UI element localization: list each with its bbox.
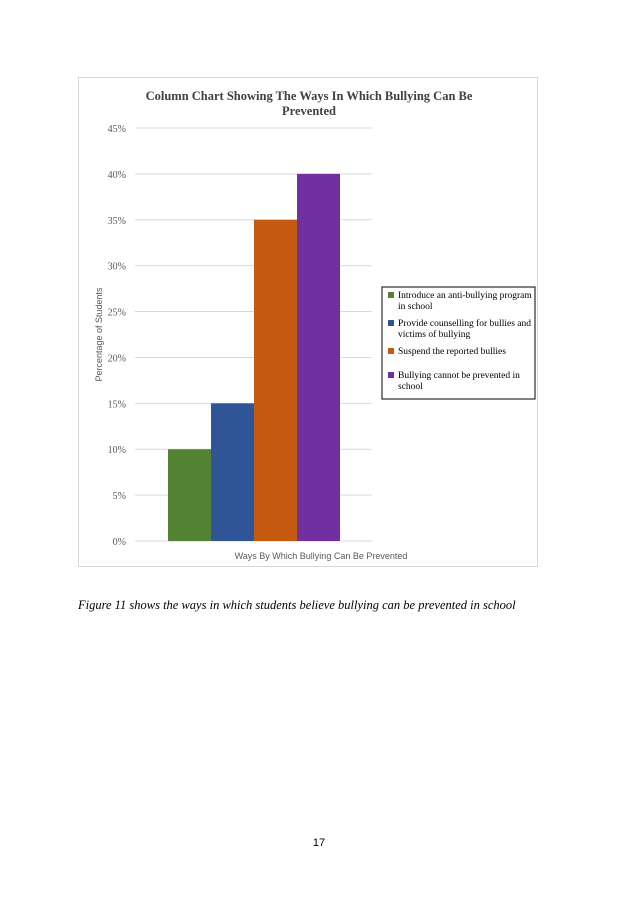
legend-label-4: Bullying cannot be prevented in xyxy=(398,371,520,381)
bar-4 xyxy=(297,174,340,541)
y-tick-label: 25% xyxy=(107,307,126,319)
legend-swatch-4 xyxy=(388,372,394,378)
y-tick-label: 15% xyxy=(107,399,126,411)
x-axis-label: Ways By Which Bullying Can Be Prevented xyxy=(234,551,408,561)
chart-title-line: Column Chart Showing The Ways In Which Bullying Can Be xyxy=(145,89,473,103)
legend-label-4: school xyxy=(398,382,423,392)
bar-1 xyxy=(168,449,211,541)
bar-3 xyxy=(254,220,297,541)
page-number: 17 xyxy=(312,837,326,849)
legend-label-2: Provide counselling for bullies and xyxy=(398,319,531,329)
legend-swatch-2 xyxy=(388,320,394,326)
y-tick-label: 45% xyxy=(107,124,126,135)
bar-chart xyxy=(79,78,539,568)
legend-label-1: Introduce an anti-bullying program xyxy=(398,291,532,301)
figure-caption: Figure 11 shows the ways in which students believe bullying can be prevented in school xyxy=(78,598,516,612)
y-tick-label: 35% xyxy=(107,215,126,227)
y-tick-label: 30% xyxy=(107,261,126,273)
y-tick-label: 10% xyxy=(107,445,126,457)
y-tick-label: 40% xyxy=(107,169,126,181)
y-tick-label: 5% xyxy=(112,491,126,503)
y-axis-label: Percentage of Students xyxy=(94,287,104,382)
legend-swatch-1 xyxy=(388,292,394,298)
y-tick-label: 0% xyxy=(112,537,126,548)
legend-swatch-3 xyxy=(388,348,394,354)
legend-label-2: victims of bullying xyxy=(398,330,471,340)
y-tick-label: 20% xyxy=(107,353,126,365)
legend-label-1: in school xyxy=(398,302,433,312)
chart-frame xyxy=(78,77,538,567)
chart-title-line: Prevented xyxy=(282,104,336,118)
legend-label-3: Suspend the reported bullies xyxy=(398,347,506,357)
bar-2 xyxy=(211,403,254,541)
